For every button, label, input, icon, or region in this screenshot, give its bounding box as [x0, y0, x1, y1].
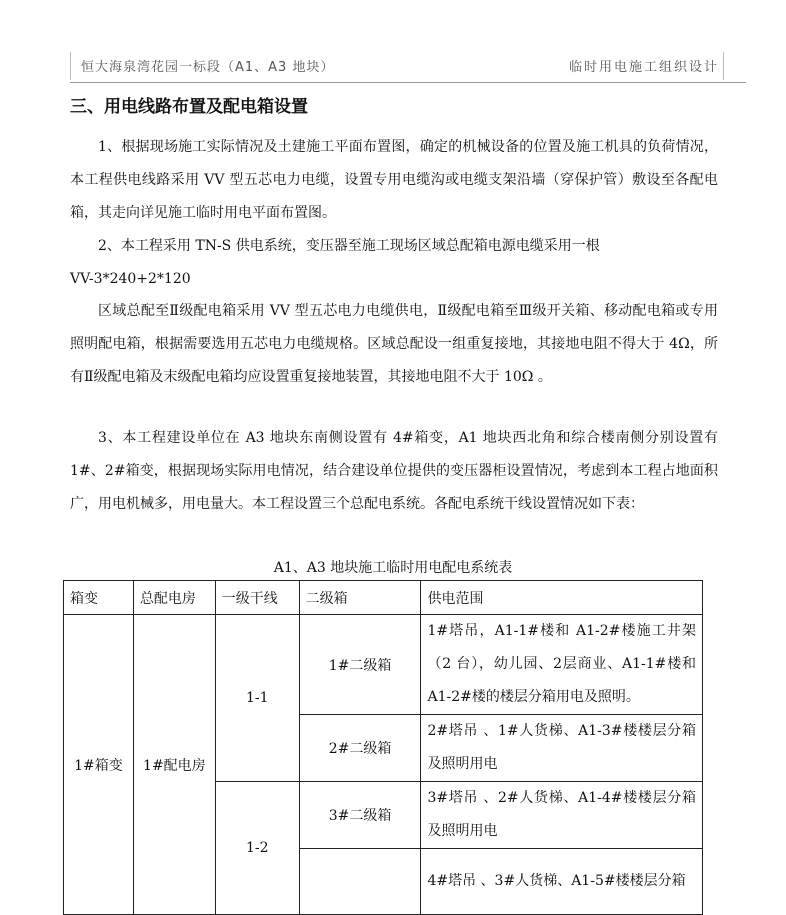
- main-room-cell: 1#配电房: [133, 615, 215, 915]
- paragraph-2: 2、本工程采用 TN-S 供电系统，变压器至施工现场区域总配箱电源电缆采用一根: [98, 238, 600, 254]
- distribution-table: [63, 580, 703, 915]
- table-row: [64, 615, 703, 715]
- header-main-room: 总配电房: [133, 581, 215, 615]
- secondary-box-cell: 1#二级箱: [299, 615, 421, 715]
- header-box-transformer: 箱变: [64, 581, 134, 615]
- header-trunk: 一级干线: [215, 581, 299, 615]
- supply-range-cell: 1#塔吊，A1-1#楼和 A1-2#楼施工井架（2 台），幼儿园、2层商业、A1-1#楼和 A1-2#楼的楼层分箱用电及照明。: [421, 615, 703, 715]
- paragraph-3: 3、本工程建设单位在 A3 地块东南侧设置有 4#箱变，A1 地块西北角和综合楼南侧分别设置有 1#、2#箱变，根据现场实际用电情况，结合建设单位提供的变压器柜设置情况，考虑到本工程占地面积广，用电机械多，用电量大。本工程设置三个总配电系统。各配电系统干线设置情况如下表：: [70, 430, 718, 512]
- paragraph-1: 1、根据现场施工实际情况及土建施工平面布置图，确定的机械设备的位置及施工机具的负荷情况，本工程供电线路采用 VV 型五芯电力电缆，设置专用电缆沟或电缆支架沿墙（穿保护管）敷设至各配电箱，其走向详见施工临时用电平面布置图。: [70, 139, 718, 221]
- supply-range-cell: 3#塔吊 、2#人货梯、A1-4#楼楼层分箱及照明用电: [421, 782, 703, 849]
- paragraph-2-continued: 区域总配至Ⅱ级配电箱采用 VV 型五芯电力电缆供电，Ⅱ级配电箱至Ⅲ级开关箱、移动配电箱或专用照明配电箱，根据需要选用五芯电力电缆规格。区域总配设一组重复接地，其接地电阻不得大于 4Ω，所有Ⅱ级配电箱及末级配电箱均应设置重复接地装置，其接地电阻不大于 10Ω 。: [70, 303, 718, 385]
- secondary-box-cell: 3#二级箱: [299, 782, 421, 849]
- cable-spec: VV-3*240+2*120: [70, 271, 191, 287]
- secondary-box-cell: 2#二级箱: [299, 715, 421, 782]
- secondary-box-cell: [299, 849, 421, 915]
- trunk-cell: 1-2: [215, 782, 299, 915]
- header-project-name: 恒大海泉湾花园一标段（A1、A3 地块）: [81, 60, 335, 75]
- section-title: 三、用电线路布置及配电箱设置: [70, 97, 308, 117]
- table-caption: A1、A3 地块施工临时用电配电系统表: [273, 560, 513, 576]
- header-document-title: 临时用电施工组织设计: [568, 60, 719, 75]
- box-transformer-cell: 1#箱变: [64, 615, 134, 915]
- trunk-cell: 1-1: [215, 615, 299, 782]
- page-header: [70, 52, 724, 80]
- supply-range-cell: 4#塔吊 、3#人货梯、A1-5#楼楼层分箱: [421, 849, 703, 915]
- header-rule: [70, 82, 746, 83]
- header-supply-range: 供电范围: [421, 581, 703, 615]
- header-secondary-box: 二级箱: [299, 581, 421, 615]
- table-header-row: [64, 581, 703, 615]
- supply-range-cell: 2#塔吊 、1#人货梯、A1-3#楼楼层分箱及照明用电: [421, 715, 703, 782]
